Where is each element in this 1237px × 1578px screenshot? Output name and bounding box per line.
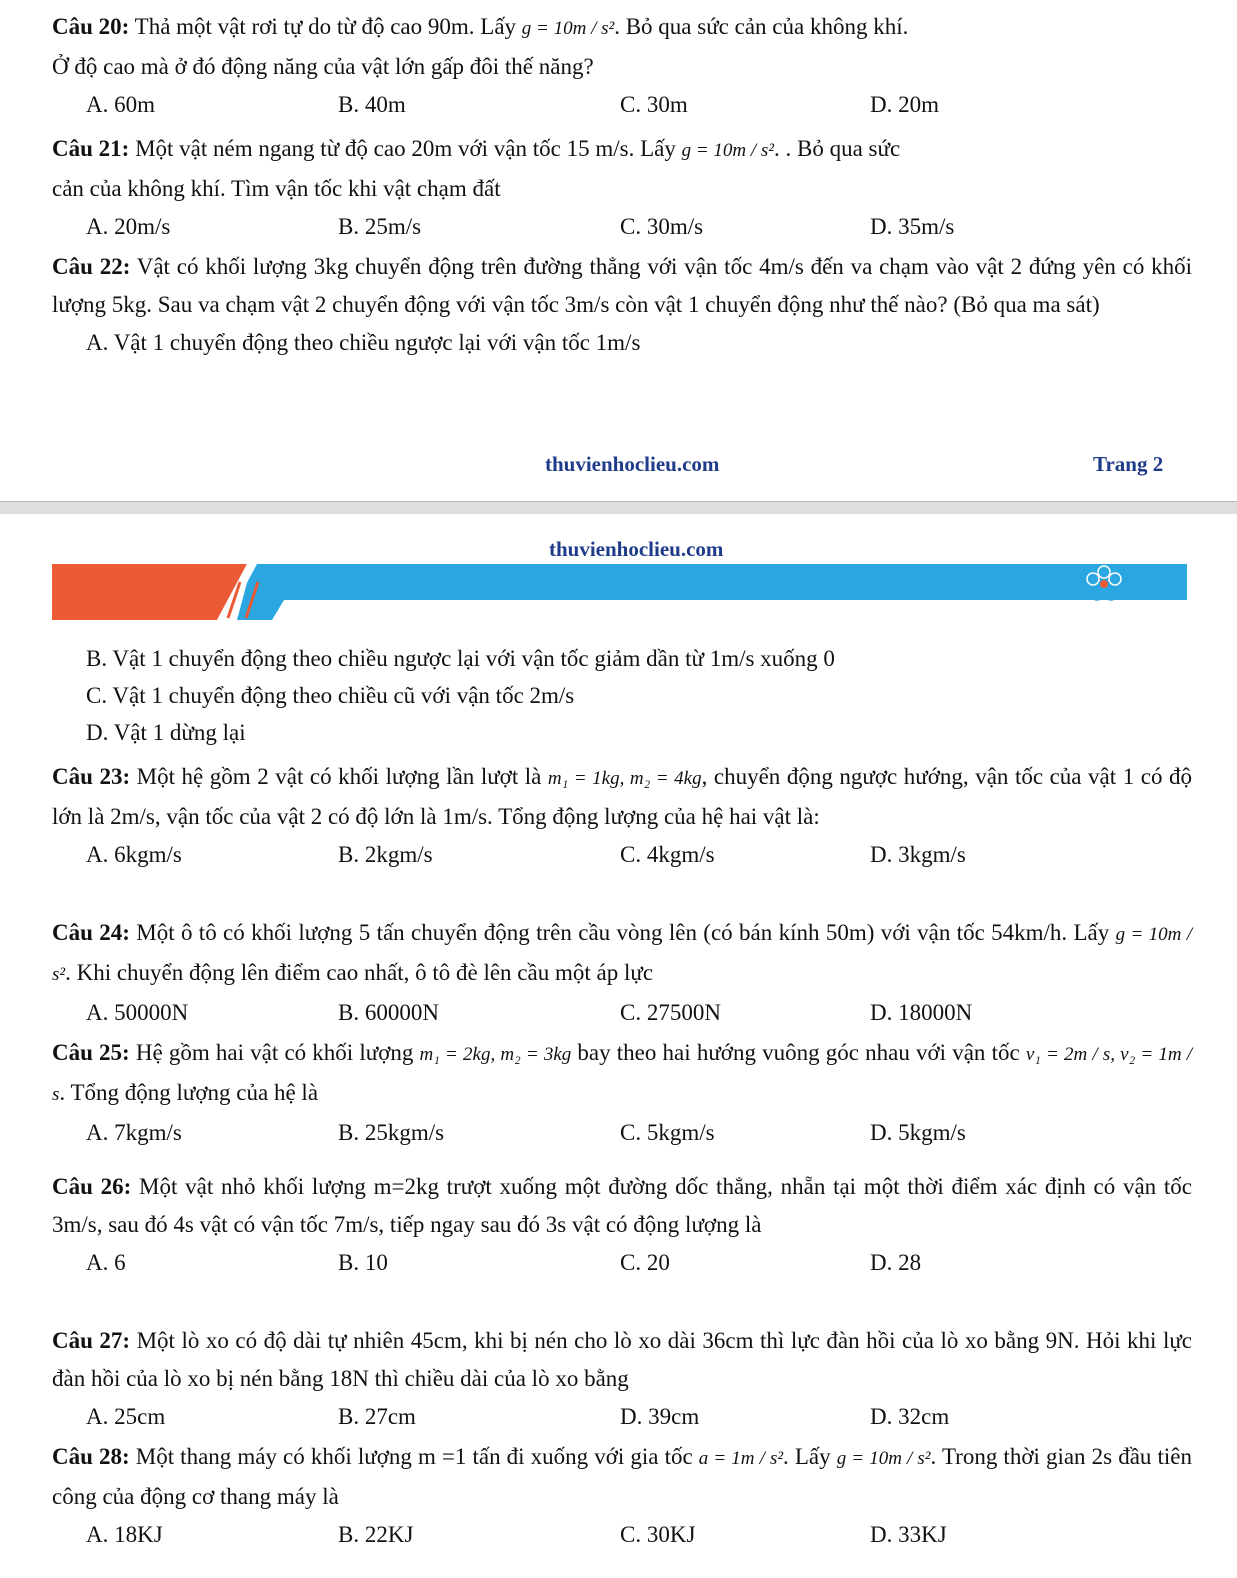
question-label: Câu 28: xyxy=(52,1444,130,1469)
formula: g = 10m / s² xyxy=(521,18,615,39)
header-banner xyxy=(52,564,1187,620)
option-d[interactable]: D. 28 xyxy=(870,1250,922,1275)
question-26 xyxy=(52,1168,1192,1281)
question-label: Câu 20: xyxy=(52,14,130,39)
question-22-stem: Câu 22: Vật có khối lượng 3kg chuyển động trên đường thẳng với vận tốc 4m/s đến va chạm vào vật 2 đứng yên có khối lượng 5kg. Sau va chạm vật 2 chuyển động với vận tốc 3m/s còn vật 1 chuyển động như thế nào? (Bỏ qua ma sát) xyxy=(52,254,1192,317)
option-a[interactable]: A. Vật 1 chuyển động theo chiều ngược lại với vận tốc 1m/s xyxy=(86,330,641,355)
question-20-stem: Câu 20: Thả một vật rơi tự do từ độ cao 90m. Lấy g = 10m / s². Bỏ qua sức cản của không khí. Ở độ cao mà ở đó động năng của vật lớn gấp đôi thế năng? xyxy=(52,14,909,79)
option-d[interactable]: D. 32cm xyxy=(870,1404,950,1429)
answer-options xyxy=(52,994,1192,1031)
option-a[interactable]: A. 20m/s xyxy=(86,214,171,239)
formula: m₁ = 1kg, m₂ = 4kg xyxy=(547,768,702,789)
option-d[interactable]: D. 18000N xyxy=(870,1000,973,1025)
answer-options xyxy=(52,86,1192,123)
question-22 xyxy=(52,248,1192,361)
formula: g = 10m / s² xyxy=(52,924,1192,985)
option-a[interactable]: A. 7kgm/s xyxy=(86,1120,182,1145)
formula: a = 1m / s² xyxy=(698,1448,784,1469)
option-d[interactable]: D. 20m xyxy=(870,92,939,117)
option-c[interactable]: C. 4kgm/s xyxy=(620,842,715,867)
option-c[interactable]: C. 27500N xyxy=(620,1000,721,1025)
option-a[interactable]: A. 25cm xyxy=(86,1404,166,1429)
footer-site-name: thuvienhoclieu.com xyxy=(545,452,720,476)
question-26-stem: Câu 26: Một vật nhỏ khối lượng m=2kg trượt xuống một đường dốc thẳng, nhẵn tại một thời điểm xác định có vận tốc 3m/s, sau đó 4s vật có vận tốc 7m/s, tiếp ngay sau đó 3s vật có động lượng là xyxy=(52,1174,1193,1237)
question-label: Câu 23: xyxy=(52,764,131,789)
page-2-bottom-section xyxy=(0,0,1237,503)
question-28 xyxy=(52,1438,1192,1553)
answer-options xyxy=(52,1244,1192,1281)
footer-page-number: Trang 2 xyxy=(1093,452,1164,476)
option-b[interactable]: B. 22KJ xyxy=(338,1522,414,1547)
option-b[interactable]: B. Vật 1 chuyển động theo chiều ngược lại với vận tốc giảm dần từ 1m/s xuống 0 xyxy=(86,646,835,671)
option-d[interactable]: D. 5kgm/s xyxy=(870,1120,966,1145)
option-c[interactable]: D. 39cm xyxy=(620,1404,700,1429)
question-label: Câu 21: xyxy=(52,136,130,161)
question-label: Câu 22: xyxy=(52,254,131,279)
question-25 xyxy=(52,1034,1192,1151)
option-c[interactable]: C. 30m/s xyxy=(620,214,704,239)
option-a[interactable]: A. 6kgm/s xyxy=(86,842,182,867)
formula: v₁ = 2m / s, v₂ = 1m / s xyxy=(52,1044,1192,1105)
option-d[interactable]: D. 35m/s xyxy=(870,214,955,239)
question-24-stem: Câu 24: Một ô tô có khối lượng 5 tấn chuyển động trên cầu vòng lên (có bán kính 50m) với vận tốc 54km/h. Lấy g = 10m / s². Khi chuyển động lên điểm cao nhất, ô tô đè lên cầu một áp lực xyxy=(52,920,1192,985)
option-a[interactable]: A. 18KJ xyxy=(86,1522,163,1547)
formula: g = 10m / s² xyxy=(836,1448,931,1469)
question-label: Câu 25: xyxy=(52,1040,130,1065)
formula: m₁ = 2kg, m₂ = 3kg xyxy=(419,1044,572,1065)
option-b[interactable]: B. 25m/s xyxy=(338,214,422,239)
option-c[interactable]: C. Vật 1 chuyển động theo chiều cũ với vận tốc 2m/s xyxy=(86,683,575,708)
option-b[interactable]: B. 60000N xyxy=(338,1000,439,1025)
question-27-stem: Câu 27: Một lò xo có độ dài tự nhiên 45cm, khi bị nén cho lò xo dài 36cm thì lực đàn hồi của lò xo bằng 9N. Hỏi khi lực đàn hồi của lò xo bị nén bằng 18N thì chiều dài của lò xo bằng xyxy=(52,1328,1193,1391)
answer-options xyxy=(52,836,1192,873)
header-site-name: thuvienhoclieu.com xyxy=(549,537,724,561)
option-d[interactable]: D. 3kgm/s xyxy=(870,842,966,867)
option-b[interactable]: B. 25kgm/s xyxy=(338,1120,445,1145)
question-25-stem: Câu 25: Hệ gồm hai vật có khối lượng m₁ = 2kg, m₂ = 3kg bay theo hai hướng vuông góc nhau với vận tốc v₁ = 2m / s, v₂ = 1m / s. Tổng động lượng của hệ là xyxy=(52,1040,1192,1105)
question-24 xyxy=(52,914,1192,1031)
banner-blue-bar xyxy=(237,564,1187,620)
option-b[interactable]: B. 40m xyxy=(338,92,406,117)
option-a[interactable]: A. 50000N xyxy=(86,1000,189,1025)
question-label: Câu 24: xyxy=(52,920,130,945)
option-b[interactable]: B. 27cm xyxy=(338,1404,416,1429)
question-28-stem: Câu 28: Một thang máy có khối lượng m =1 tấn đi xuống với gia tốc a = 1m / s². Lấy g = 10m / s². Trong thời gian 2s đầu tiên công của động cơ thang máy là xyxy=(52,1444,1192,1509)
option-c[interactable]: C. 30m xyxy=(620,92,688,117)
banner-orange-bar xyxy=(52,564,247,620)
option-c[interactable]: C. 30KJ xyxy=(620,1522,696,1547)
question-label: Câu 27: xyxy=(52,1328,131,1353)
option-a[interactable]: A. 6 xyxy=(86,1250,126,1275)
question-21 xyxy=(52,130,1192,245)
question-23 xyxy=(52,758,1192,873)
option-b[interactable]: B. 2kgm/s xyxy=(338,842,433,867)
option-c[interactable]: C. 20 xyxy=(620,1250,670,1275)
answer-options xyxy=(52,1516,1192,1553)
answer-options xyxy=(52,1398,1192,1435)
option-d[interactable]: D. Vật 1 dừng lại xyxy=(86,720,246,745)
question-22-continued xyxy=(52,640,1192,751)
question-23-stem: Câu 23: Một hệ gồm 2 vật có khối lượng lần lượt là m₁ = 1kg, m₂ = 4kg, chuyển động ngược hướng, vận tốc của vật 1 có độ lớn là 2m/s, vận tốc của vật 2 có độ lớn là 1m/s. Tổng động lượng của hệ hai vật là: xyxy=(52,764,1192,829)
option-a[interactable]: A. 60m xyxy=(86,92,155,117)
option-b[interactable]: B. 10 xyxy=(338,1250,388,1275)
option-c[interactable]: C. 5kgm/s xyxy=(620,1120,715,1145)
question-label: Câu 26: xyxy=(52,1174,132,1199)
question-21-stem: Câu 21: Một vật ném ngang từ độ cao 20m với vận tốc 15 m/s. Lấy g = 10m / s². . Bỏ qua sức cản của không khí. Tìm vận tốc khi vật chạm đất xyxy=(52,136,901,201)
answer-options xyxy=(52,208,1192,245)
option-d[interactable]: D. 33KJ xyxy=(870,1522,947,1547)
answer-options xyxy=(52,1114,1192,1151)
formula: g = 10m / s² xyxy=(681,140,774,161)
question-27 xyxy=(52,1322,1192,1435)
question-20 xyxy=(52,8,1192,123)
